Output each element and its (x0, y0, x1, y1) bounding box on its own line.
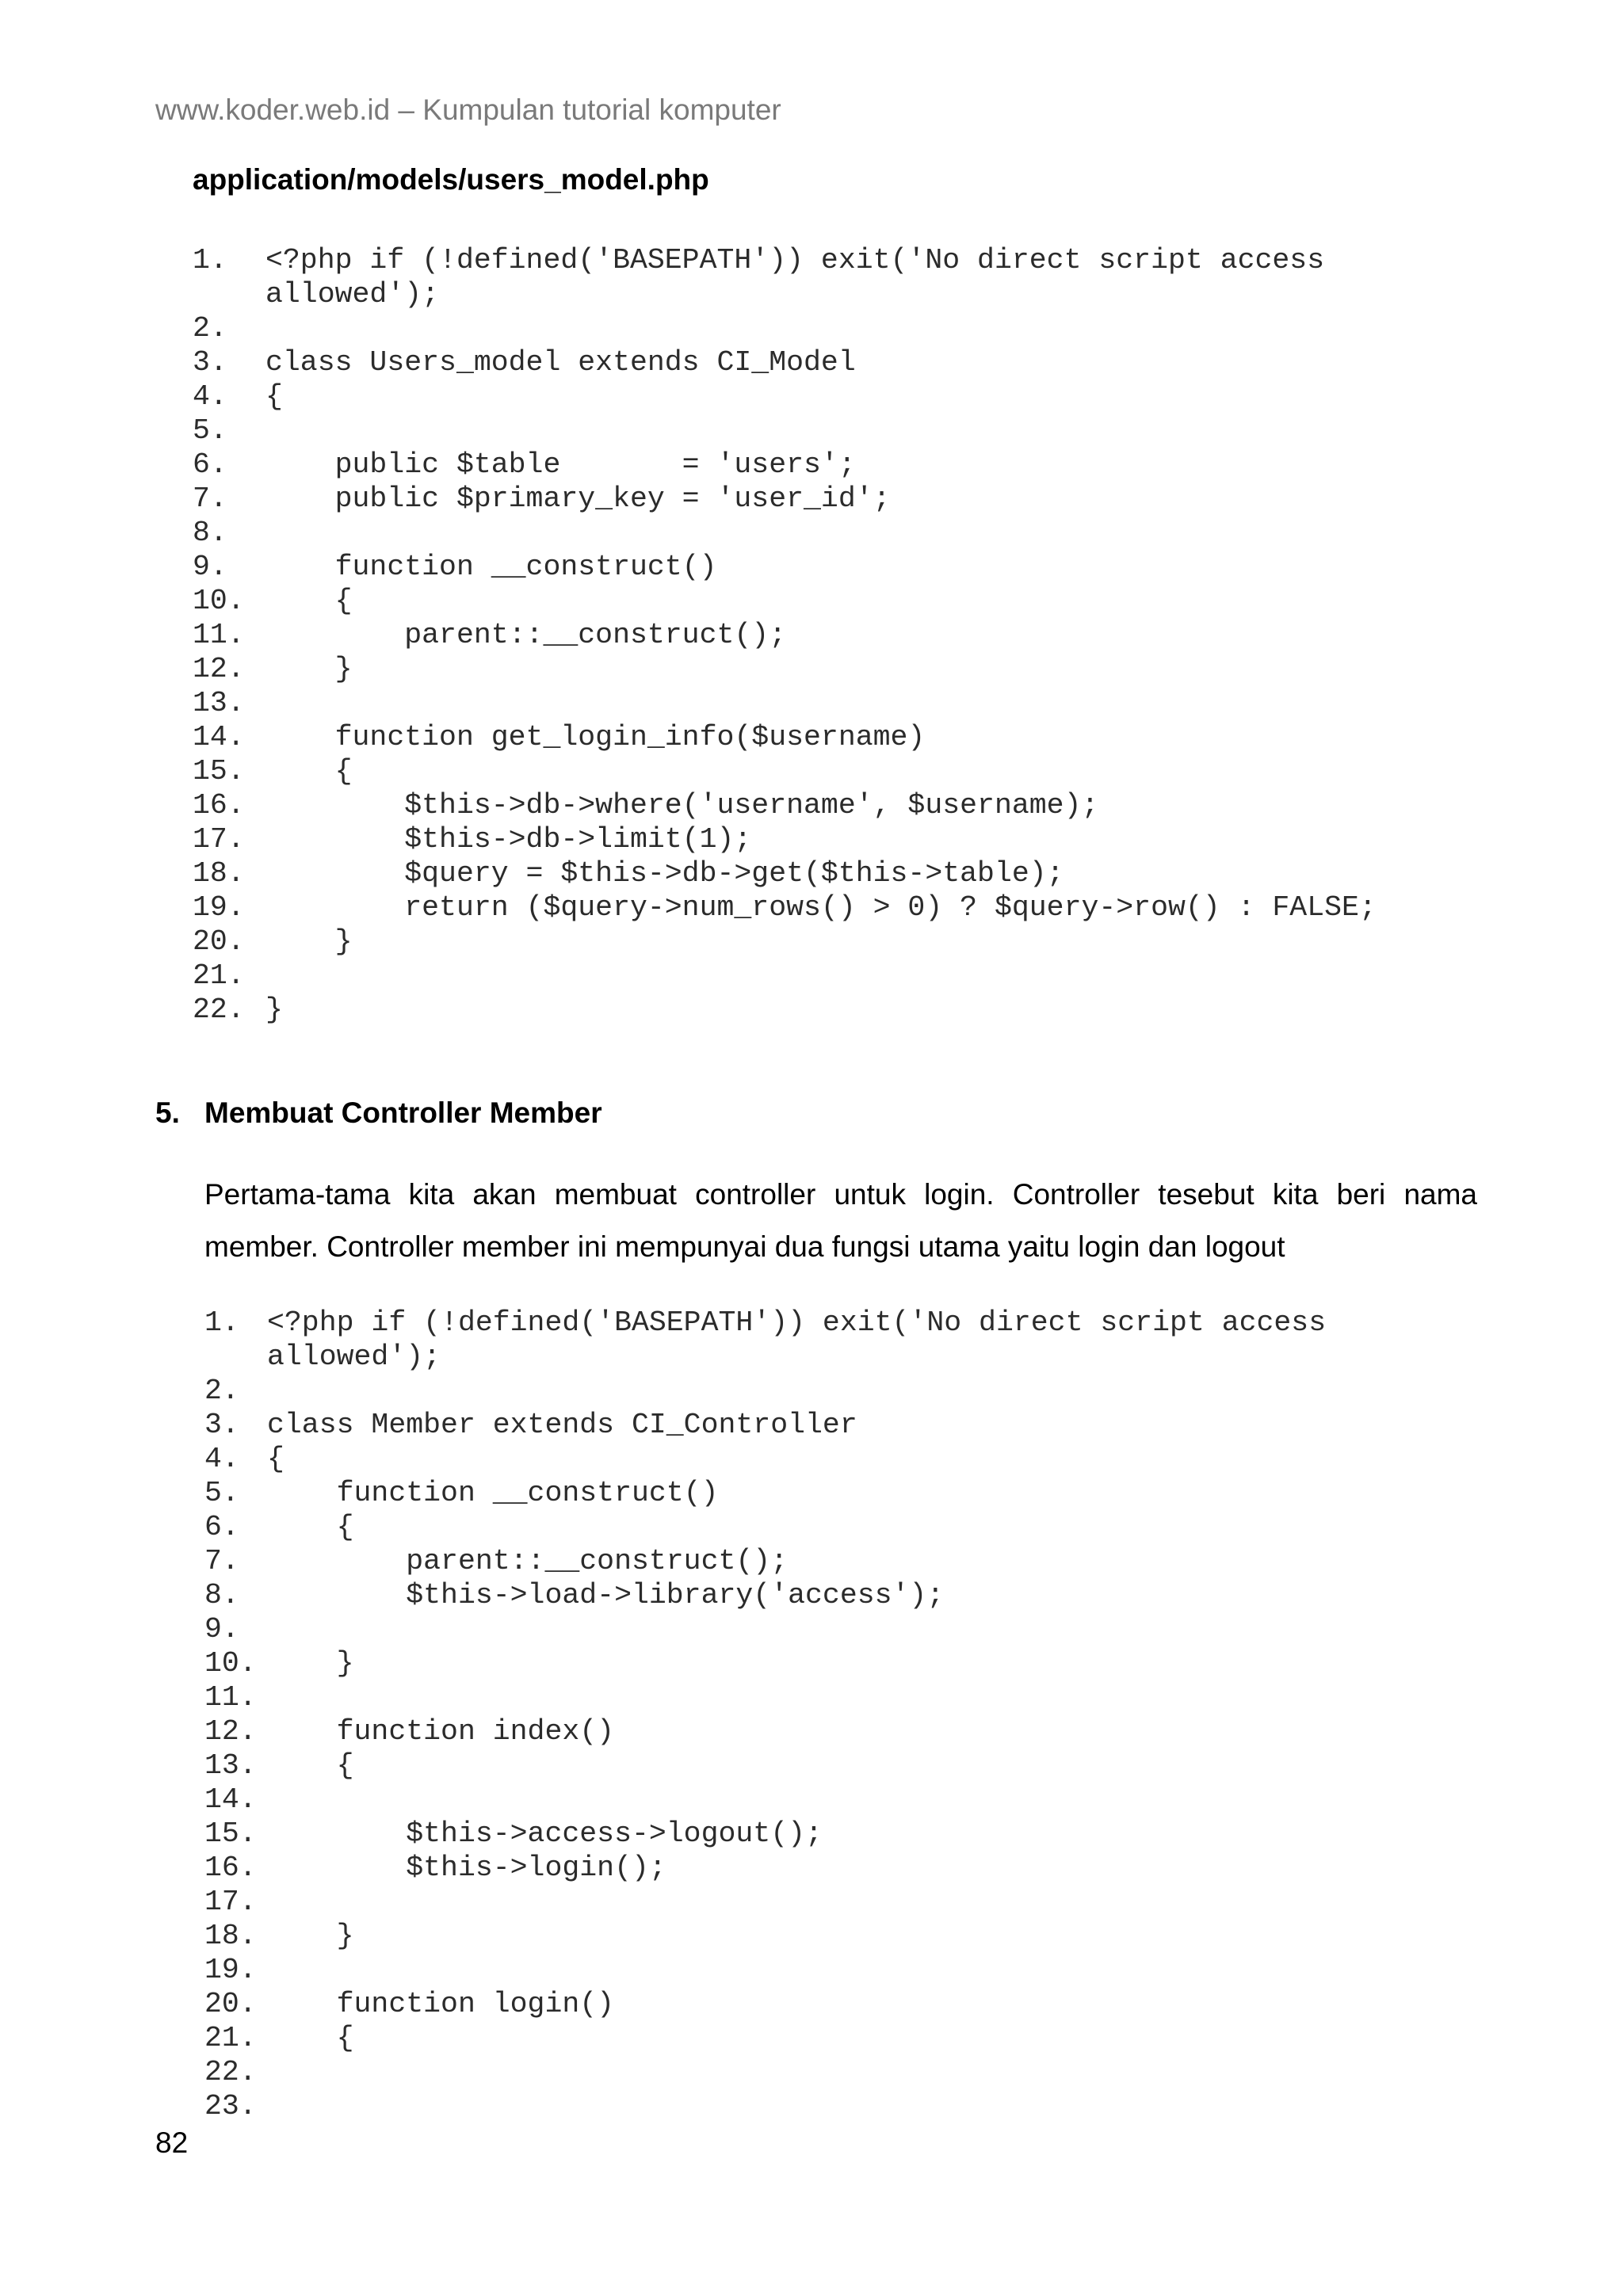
line-number: 20. (193, 925, 245, 958)
code-line (204, 1510, 1326, 1544)
line-number: 15. (204, 1817, 257, 1850)
line-number: 9. (204, 1613, 239, 1646)
code-text: <?php if (!defined('BASEPATH')) exit('No direct script access (265, 244, 1325, 277)
line-number: 5. (193, 414, 227, 447)
code-text: parent::__construct(); (267, 1545, 789, 1577)
code-text: } (265, 925, 353, 958)
line-number: 7. (204, 1545, 239, 1577)
line-number: 13. (193, 687, 245, 719)
line-number: 16. (193, 789, 245, 822)
code-text: allowed'); (265, 278, 440, 311)
line-number: 6. (193, 448, 227, 481)
line-number: 5. (204, 1477, 239, 1509)
code-line (204, 1578, 1326, 1612)
section-title: Membuat Controller Member (204, 1097, 602, 1129)
code-line (193, 379, 1377, 414)
code-line (204, 1714, 1326, 1749)
code-block-users-model (193, 243, 1377, 1027)
code-line (204, 2021, 1326, 2055)
code-text: { (265, 585, 353, 617)
line-number: 1. (193, 244, 227, 277)
section-paragraph: Pertama-tama kita akan membuat controller untuk login. Controller tesebut kita beri nama member. Controller member ini mempunyai dua fungsi utama yaitu login dan logout (204, 1178, 1477, 1263)
code-text: } (267, 1920, 354, 1952)
page-number: 82 (155, 2126, 189, 2159)
code-line (204, 2089, 1326, 2123)
code-text: $this->load->library('access'); (267, 1579, 945, 1611)
code-line (204, 1306, 1326, 1340)
code-line (193, 448, 1377, 482)
code-line (193, 959, 1377, 993)
line-number: 17. (193, 823, 245, 856)
code-text: { (267, 1511, 354, 1543)
code-line (193, 550, 1377, 584)
line-number: 8. (193, 517, 227, 549)
code-line (204, 1953, 1326, 1987)
section-heading (155, 1097, 602, 1130)
code-line (193, 856, 1377, 891)
code-line (204, 1442, 1326, 1476)
line-number: 9. (193, 551, 227, 583)
code-text: function __construct() (267, 1477, 719, 1509)
code-line (204, 1680, 1326, 1714)
code-text: { (265, 380, 283, 413)
code-line (193, 345, 1377, 379)
code-text: allowed'); (267, 1341, 441, 1373)
line-number: 2. (204, 1375, 239, 1407)
code-text: $this->access->logout(); (267, 1817, 823, 1850)
line-number: 14. (193, 721, 245, 753)
code-line (193, 720, 1377, 754)
code-line (204, 1919, 1326, 1953)
code-text: class Users_model extends CI_Model (265, 346, 856, 379)
line-number: 12. (193, 653, 245, 685)
code-text: return ($query->num_rows() > 0) ? $query->row() : FALSE; (265, 891, 1377, 924)
code-text: $this->login(); (267, 1852, 666, 1884)
code-line (204, 1408, 1326, 1442)
code-line (204, 1340, 1326, 1374)
line-number: 18. (193, 857, 245, 890)
line-number: 19. (204, 1954, 257, 1986)
line-number: 20. (204, 1988, 257, 2020)
code-line (204, 1987, 1326, 2021)
code-line (193, 414, 1377, 448)
line-number: 10. (193, 585, 245, 617)
code-text: { (267, 2022, 354, 2054)
line-number: 7. (193, 482, 227, 515)
code-text: $query = $this->db->get($this->table); (265, 857, 1064, 890)
code-line (193, 686, 1377, 720)
code-line (193, 311, 1377, 345)
line-number: 13. (204, 1749, 257, 1782)
code-line (204, 1544, 1326, 1578)
code-line (193, 822, 1377, 856)
code-text: } (267, 1647, 354, 1680)
line-number: 17. (204, 1886, 257, 1918)
code-line (193, 993, 1377, 1027)
code-text: public $table = 'users'; (265, 448, 856, 481)
code-text: public $primary_key = 'user_id'; (265, 482, 891, 515)
line-number: 4. (193, 380, 227, 413)
code-line (193, 652, 1377, 686)
code-text: $this->db->limit(1); (265, 823, 752, 856)
line-number: 1. (204, 1306, 239, 1339)
line-number: 14. (204, 1783, 257, 1816)
code-line (193, 788, 1377, 822)
code-line (204, 2055, 1326, 2089)
code-text: { (267, 1443, 285, 1475)
page-header: www.koder.web.id – Kumpulan tutorial komputer (155, 93, 781, 126)
code-line (204, 1783, 1326, 1817)
code-text: parent::__construct(); (265, 619, 787, 651)
code-text: { (267, 1749, 354, 1782)
code-line (204, 1646, 1326, 1680)
line-number: 22. (193, 994, 245, 1026)
line-number: 3. (204, 1409, 239, 1441)
code-text: { (265, 755, 353, 788)
line-number: 18. (204, 1920, 257, 1952)
code-text: } (265, 653, 353, 685)
line-number: 4. (204, 1443, 239, 1475)
code-line (193, 482, 1377, 516)
line-number: 8. (204, 1579, 239, 1611)
code-line (204, 1476, 1326, 1510)
code-line (193, 277, 1377, 311)
code-text: function __construct() (265, 551, 717, 583)
code-text: function login() (267, 1988, 615, 2020)
code-text: } (265, 994, 283, 1026)
code-line (204, 1374, 1326, 1408)
code-line (204, 1817, 1326, 1851)
line-number: 21. (204, 2022, 257, 2054)
line-number: 11. (204, 1681, 257, 1714)
code-line (193, 618, 1377, 652)
code-line (193, 516, 1377, 550)
code-text: function index() (267, 1715, 615, 1748)
code-block-member-controller (204, 1306, 1326, 2123)
line-number: 15. (193, 755, 245, 788)
code-text: class Member extends CI_Controller (267, 1409, 857, 1441)
line-number: 12. (204, 1715, 257, 1748)
code-text: function get_login_info($username) (265, 721, 926, 753)
line-number: 11. (193, 619, 245, 651)
line-number: 21. (193, 959, 245, 992)
line-number: 6. (204, 1511, 239, 1543)
code-line (193, 243, 1377, 277)
code-text: <?php if (!defined('BASEPATH')) exit('No direct script access (267, 1306, 1327, 1339)
line-number: 2. (193, 312, 227, 345)
line-number: 19. (193, 891, 245, 924)
line-number: 10. (204, 1647, 257, 1680)
code-line (193, 754, 1377, 788)
code-line (204, 1885, 1326, 1919)
line-number: 22. (204, 2056, 257, 2088)
line-number: 3. (193, 346, 227, 379)
section-number: 5. (155, 1097, 180, 1129)
line-number: 23. (204, 2090, 257, 2122)
code-line (204, 1749, 1326, 1783)
code-line (193, 584, 1377, 618)
line-number: 16. (204, 1852, 257, 1884)
code-text: $this->db->where('username', $username); (265, 789, 1099, 822)
file-title: application/models/users_model.php (193, 163, 709, 196)
code-line (193, 891, 1377, 925)
code-line (204, 1851, 1326, 1885)
code-line (204, 1612, 1326, 1646)
code-line (193, 925, 1377, 959)
